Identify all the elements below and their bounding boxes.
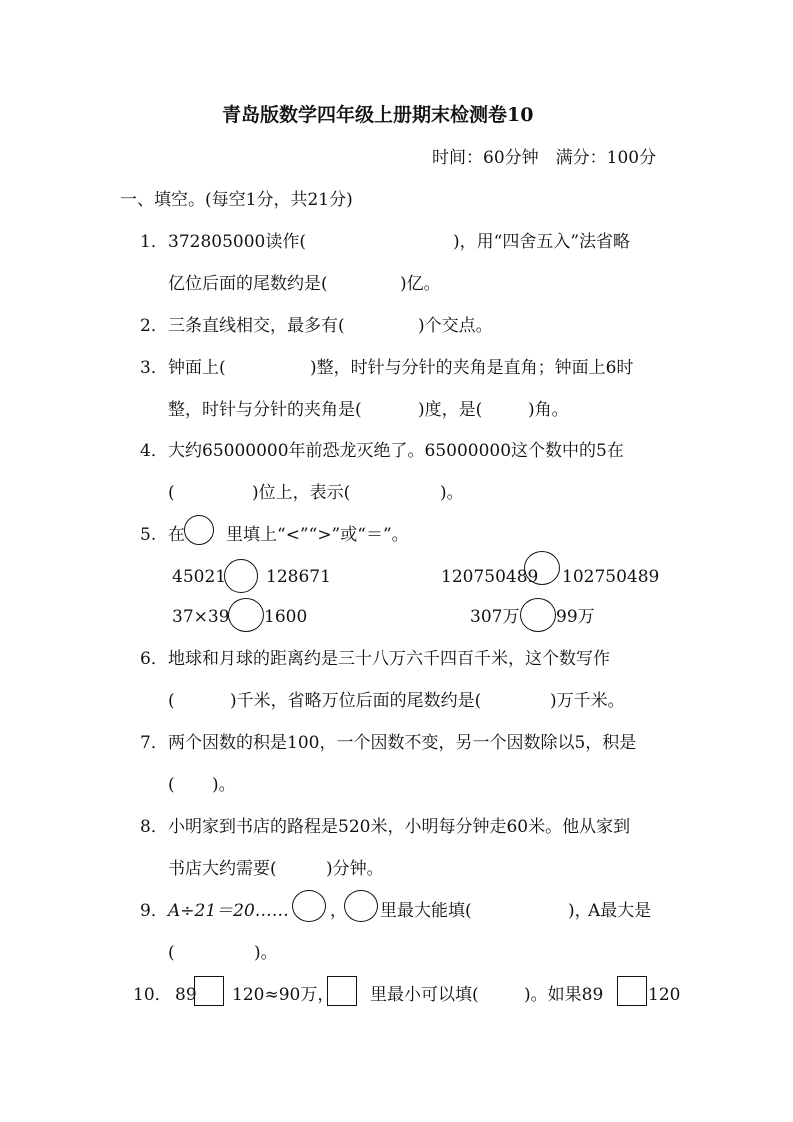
question-1-text-c: 亿位后面的尾数约是( [168,274,328,294]
compare-2-left: 120750489 [441,567,539,587]
question-10-text-d: )。如果89 [524,985,604,1005]
compare-3-circle-icon[interactable] [228,598,264,632]
digit-box-ref [327,976,357,1006]
question-1-text-a: 372805000读作( [168,232,306,252]
question-3-text-b: )整，时针与分针的夹角是直角；钟面上6时 [310,358,634,378]
question-4-text-a: 大约65000000年前恐龙灭绝了。65000000这个数中的5在 [168,441,624,461]
question-8-number: 8． [140,817,168,837]
question-1-number: 1． [140,232,168,252]
question-6-text-c: )千米，省略万位后面的尾数约是( [230,691,482,711]
question-4-text-d: )。 [440,483,464,503]
question-10-number: 10． [133,985,172,1005]
section-heading: 一、填空。(每空1分，共21分) [120,190,353,210]
question-4-text-b: ( [168,483,175,503]
question-7-number: 7． [140,733,168,753]
compare-2-right: 102750489 [562,567,660,587]
question-9-text-c: 里最大能填( [380,901,472,921]
question-9-text-b: ， [330,901,347,921]
question-4-number: 4． [140,441,168,461]
question-6-text-a: 地球和月球的距离约是三十八万六千四百千米，这个数写作 [168,649,610,669]
question-3-text-d: )度，是( [418,400,483,420]
question-6-text-b: ( [168,691,175,711]
compare-4-right: 99万 [556,607,595,627]
remainder-circle-ref-icon [344,890,378,922]
question-3-text-a: 钟面上( [168,358,226,378]
question-7-text-b: ( [168,775,175,795]
exam-meta: 时间：60分钟 满分：100分 [432,148,657,168]
digit-box-1[interactable] [194,976,224,1006]
answer-circle-icon[interactable] [184,515,214,545]
compare-3-left: 37×39 [172,607,230,627]
compare-1-circle-icon[interactable] [224,559,258,593]
question-5-text-b: 里填上“<”“>”或“＝”。 [226,525,409,545]
question-10-text-c: 里最小可以填( [370,985,479,1005]
compare-1-left: 45021 [172,567,227,587]
question-1-text-b: )，用“四舍五入”法省略 [453,232,631,252]
remainder-circle-icon[interactable] [292,890,326,922]
question-4-text-c: )位上，表示( [252,483,351,503]
question-7-text-a: 两个因数的积是100，一个因数不变，另一个因数除以5，积是 [168,733,637,753]
question-6-number: 6． [140,649,168,669]
question-5-text-a: 在 [168,525,185,545]
question-5-number: 5. [140,525,157,545]
question-9-number: 9． [140,901,168,921]
question-8-text-a: 小明家到书店的路程是520米，小明每分钟走60米。他从家到 [168,817,631,837]
compare-4-circle-icon[interactable] [520,598,556,632]
question-9-text-e: A最大是 [588,901,652,921]
question-3-number: 3． [140,358,168,378]
question-2-text-b: )个交点。 [418,316,493,336]
question-10-text-b: 120≈90万， [232,985,335,1005]
page-title: 青岛版数学四年级上册期末检测卷10 [222,104,534,126]
question-10-text-e: 120 [648,985,681,1005]
question-10-text-a: 89 [175,985,197,1005]
compare-1-right: 128671 [266,567,331,587]
question-2-number: 2． [140,316,168,336]
question-8-text-c: )分钟。 [326,859,384,879]
question-9-text-d: )， [568,901,592,921]
question-8-text-b: 书店大约需要( [168,859,277,879]
question-9-text-f: ( [168,943,175,963]
question-9-text-g: )。 [254,943,278,963]
question-6-text-d: )万千米。 [550,691,625,711]
question-2-text-a: 三条直线相交，最多有( [168,316,345,336]
question-1-text-d: )亿。 [400,274,441,294]
question-7-text-c: )。 [212,775,236,795]
question-9-text-a: A÷21＝20…… [168,901,289,921]
compare-2-circle-icon[interactable] [524,551,560,585]
question-3-text-c: 整，时针与分针的夹角是( [168,400,362,420]
compare-3-right: 1600 [264,607,308,627]
compare-4-left: 307万 [470,607,520,627]
digit-box-2[interactable] [617,976,647,1006]
question-3-text-e: )角。 [528,400,569,420]
